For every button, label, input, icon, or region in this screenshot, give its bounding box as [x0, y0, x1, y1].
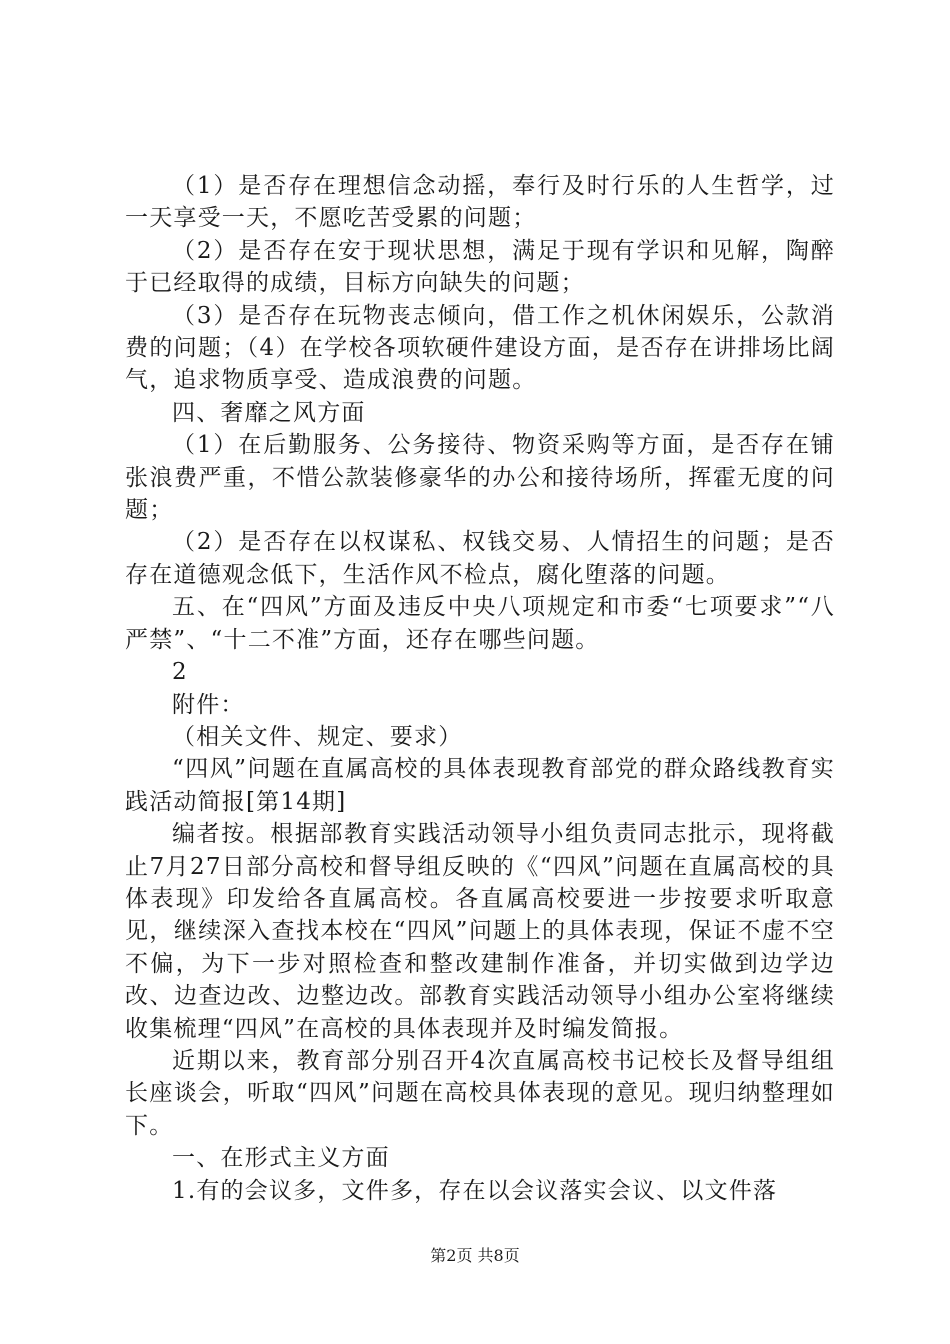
- attachment-note: （相关文件、规定、要求）: [172, 723, 463, 750]
- paragraph-item-5: （1）在后勤服务、公务接待、物资采购等方面，是否存在铺张浪费严重，不惜公款装修豪华的办公和接待场所，挥霍无度的问题；: [125, 432, 835, 524]
- paragraph-item-6: （2）是否存在以权谋私、权钱交易、人情招生的问题；是否存在道德观念低下，生活作风不检点，腐化堕落的问题。: [125, 529, 835, 588]
- inline-page-number: 2: [172, 659, 188, 686]
- paragraph-item-1: （1）是否存在理想信念动摇，奉行及时行乐的人生哲学，过一天享受一天，不愿吃苦受累的问题；: [125, 173, 835, 232]
- document-body: [125, 170, 835, 1207]
- paragraph-item-3: （3）是否存在玩物丧志倾向，借工作之机休闲娱乐，公款消费的问题；（4）在学校各项软硬件建设方面，是否存在讲排场比阔气，追求物质享受、造成浪费的问题。: [125, 302, 835, 394]
- list-item-1: 1.有的会议多，文件多，存在以会议落实会议、以文件落: [172, 1177, 778, 1204]
- section-heading-5: 五、在“四风”方面及违反中央八项规定和市委“七项要求”“八严禁”、“十二不准”方面，还存在哪些问题。: [125, 594, 835, 653]
- section-heading-1: 一、在形式主义方面: [172, 1145, 390, 1172]
- summary-paragraph: 近期以来，教育部分别召开4次直属高校书记校长及督导组组长座谈会，听取“四风”问题在高校具体表现的意见。现归纳整理如下。: [125, 1047, 835, 1139]
- section-heading-4: 四、奢靡之风方面: [172, 399, 366, 426]
- paragraph-item-2: （2）是否存在安于现状思想，满足于现有学识和见解，陶醉于已经取得的成绩，目标方向缺失的问题；: [125, 237, 835, 297]
- bulletin-title: “四风”问题在直属高校的具体表现教育部党的群众路线教育实践活动简报[第14期]: [125, 756, 835, 815]
- page-footer: 第2页 共8页: [430, 1246, 520, 1265]
- attachment-label: 附件：: [172, 691, 245, 718]
- editor-note: 编者按。根据部教育实践活动领导小组负责同志批示，现将截止7月27日部分高校和督导组反映的《“四风”问题在直属高校的具体表现》印发给各直属高校。各直属高校要进一步按要求听取意见，继续深入查找本校在“四风”问题上的具体表现，保证不虚不空不偏，为下一步对照检查和整改建制作准备，并切实做到边学边改、边查边改、边整边改。部教育实践活动领导小组办公室将继续收集梳理“四风”在高校的具体表现并及时编发简报。: [125, 821, 835, 1042]
